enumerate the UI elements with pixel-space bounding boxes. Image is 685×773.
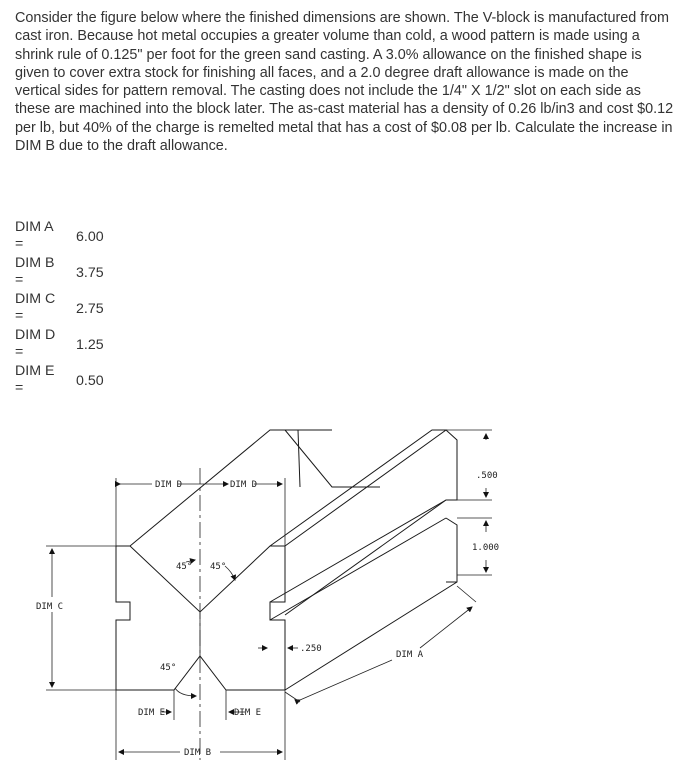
dim-a-value: 6.00 [76,229,104,245]
angle-label: 45° [160,663,177,673]
v-block-slot-back [270,500,446,620]
dim-b-label: DIM B [184,748,212,758]
dim-250-label: .250 [300,644,322,654]
dim-c-label: DIM C [36,602,64,612]
v-block-front-face [116,546,285,690]
dim-500-label: .500 [476,471,498,481]
dim-d-right-label: DIM D [230,480,258,490]
dim-d-value: 1.25 [76,337,104,353]
angle-label: 45° [176,562,193,572]
angle-label: 45° [210,562,227,572]
dim-d-left-label: DIM D [155,480,183,490]
dim-a-label: DIM A = [15,219,53,252]
v-block-top-right-edge [270,430,446,546]
dim-e-label: DIM E = [15,363,55,396]
problem-statement: Consider the figure below where the finished dimensions are shown. The V-block is manufactured from cast iron. Because hot metal occupies a greater volume than cold, a wood pattern is made using a shrink rule of 0.125" per foot for the green sand casting. A 3.0% allowance on the finished shape is given to cover extra stock for finishing all faces, and a 2.0 degree draft allowance is made on the vertical sides for pattern removal. The casting does not include the 1/4" X 1/2" slot on each side as these are machined into the block later. The as-cast material has a density of 0.26 lb/in3 and cost $0.12 per lb, but 40% of the charge is remelted metal that has a cost of $0.08 per lb. Calculate the increase in DIM B due to the draft allowance. [15,10,674,155]
dim-a-label: DIM A [396,650,424,660]
dim-e-left-label: DIM E [138,708,166,718]
dim-e-right-label: DIM E [234,708,262,718]
dim-b-label: DIM B = [15,255,55,288]
dim-b-value: 3.75 [76,265,104,281]
dim-c-label: DIM C = [15,291,56,324]
dim-e-value: 0.50 [76,373,104,389]
dim-d-label: DIM D = [15,327,56,360]
dim-c-value: 2.75 [76,301,104,317]
v-block-right-upper [285,430,457,615]
dim-1000-label: 1.000 [472,543,500,553]
